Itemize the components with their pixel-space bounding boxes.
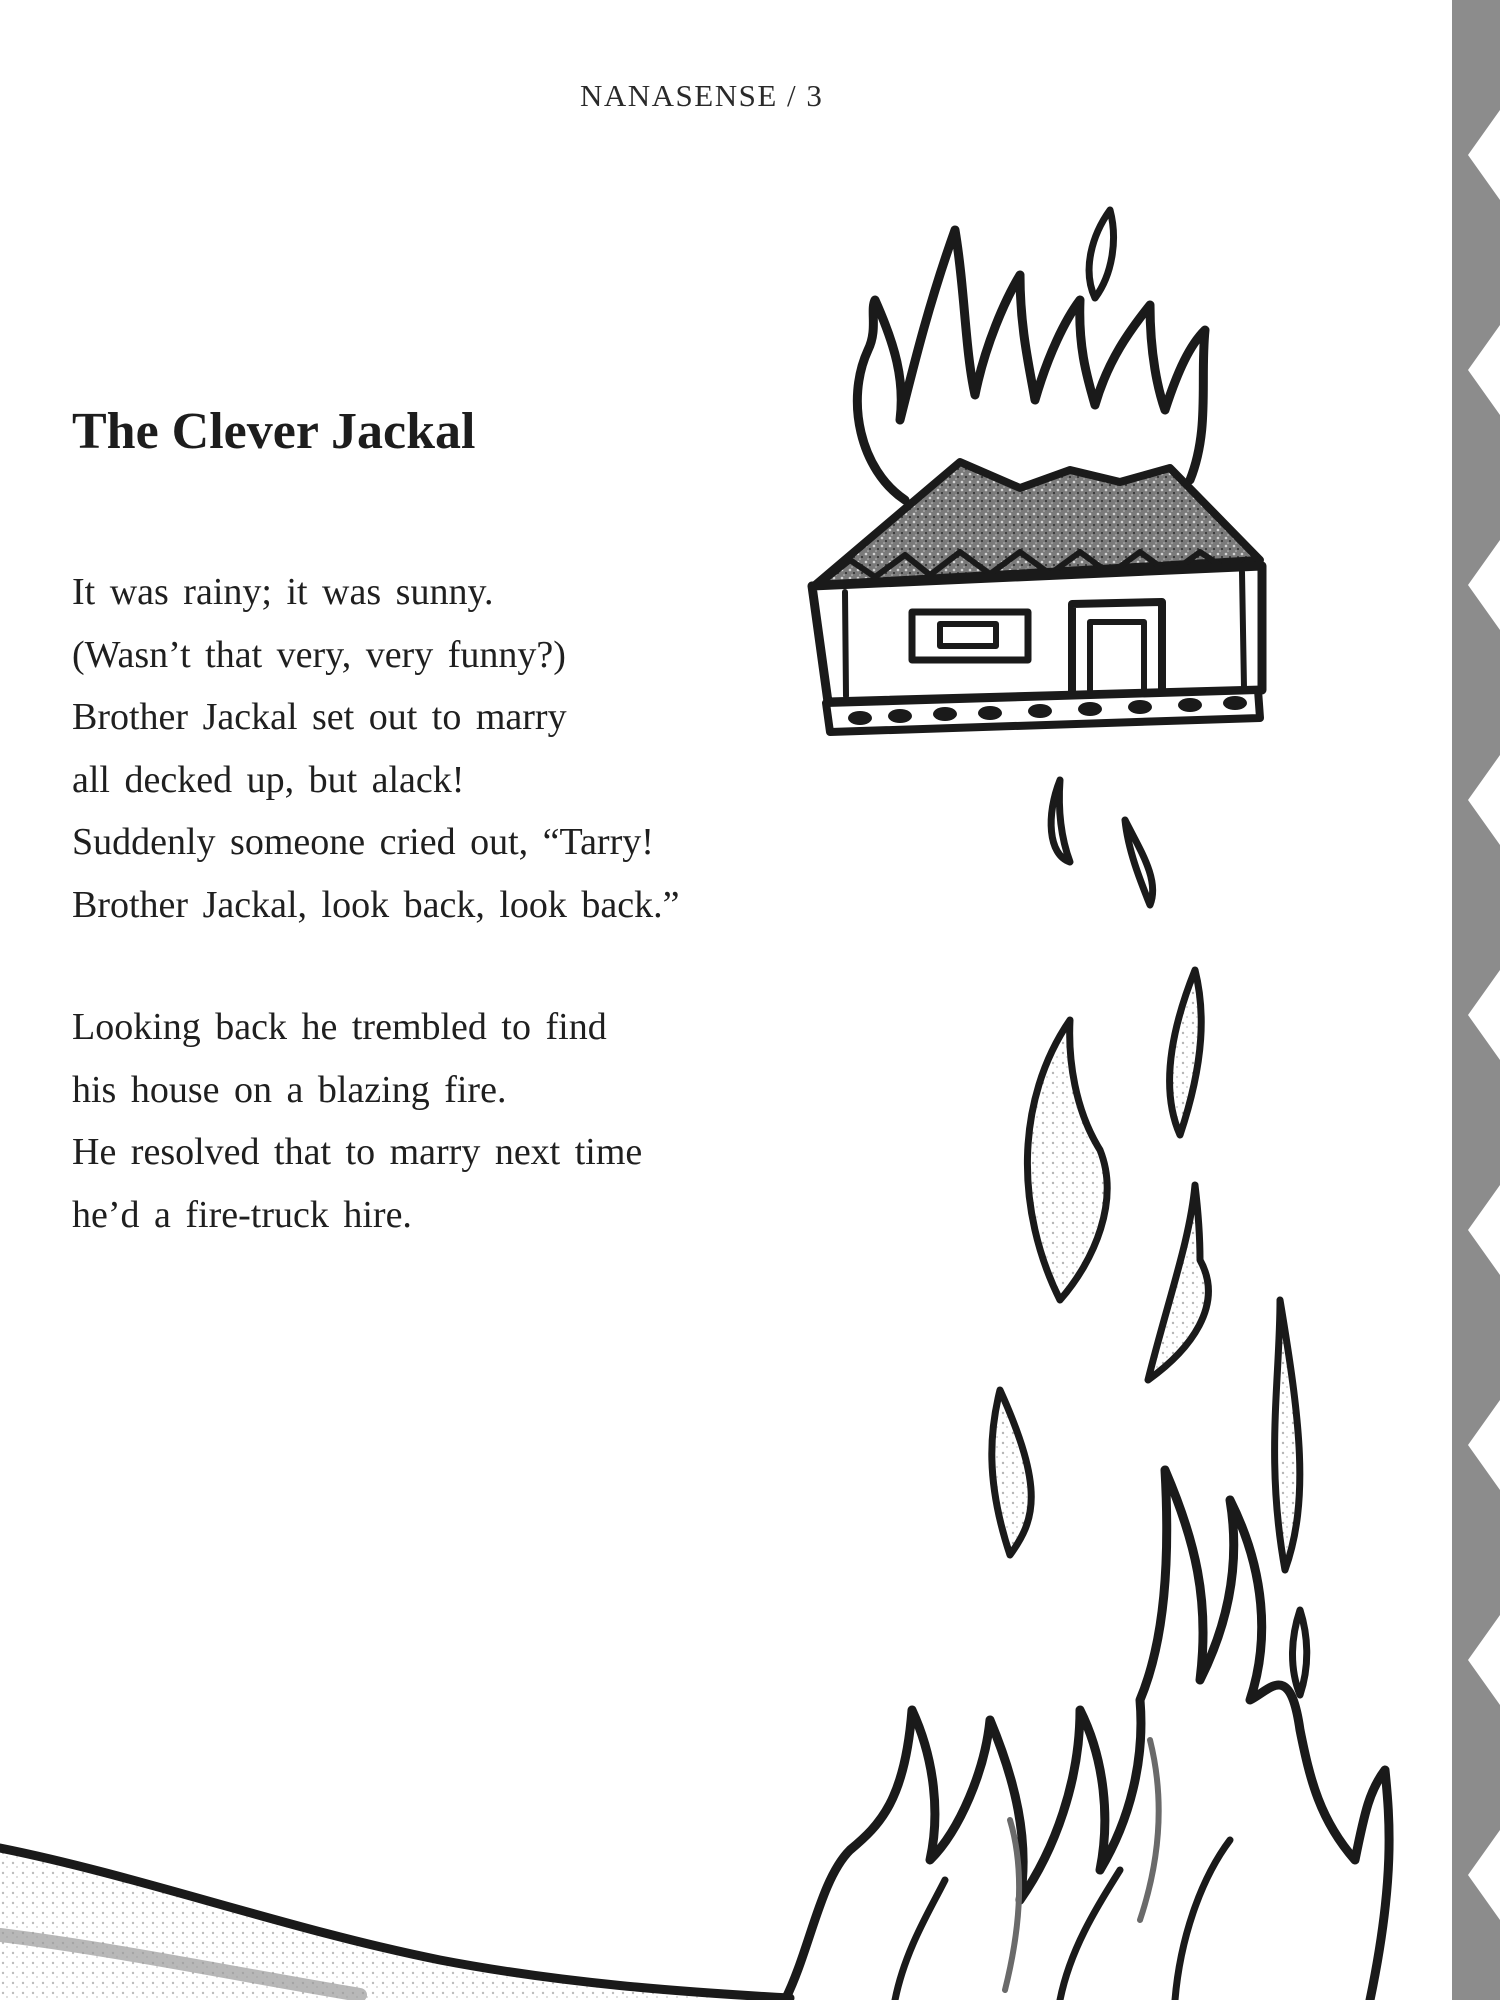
stanza-2 bbox=[72, 996, 642, 1246]
flame-icon bbox=[785, 1470, 1389, 2000]
poem-line: Looking back he trembled to find bbox=[72, 1006, 607, 1048]
poem-line: It was rainy; it was sunny. bbox=[72, 571, 494, 613]
poem-line: his house on a blazing fire. bbox=[72, 1068, 507, 1111]
poem-line: (Wasn’t that very, very funny?) bbox=[72, 633, 566, 676]
poem-line: Brother Jackal set out to marry bbox=[72, 696, 567, 738]
running-header: NANASENSE / 3 bbox=[580, 78, 824, 113]
flame-icon bbox=[992, 780, 1307, 1695]
zigzag-border bbox=[1452, 0, 1500, 2000]
poem-title: The Clever Jackal bbox=[72, 403, 476, 460]
poem-line: he’d a fire-truck hire. bbox=[72, 1193, 412, 1236]
ground-line bbox=[0, 1848, 790, 2000]
stanza-1 bbox=[72, 561, 679, 936]
burning-house-icon bbox=[812, 210, 1262, 732]
poem-line: Suddenly someone cried out, “Tarry! bbox=[72, 821, 654, 863]
poem-line: He resolved that to marry next time bbox=[72, 1131, 643, 1173]
poem-line: Brother Jackal, look back, look back.” bbox=[72, 883, 680, 926]
poem-line: all decked up, but alack! bbox=[72, 758, 465, 801]
